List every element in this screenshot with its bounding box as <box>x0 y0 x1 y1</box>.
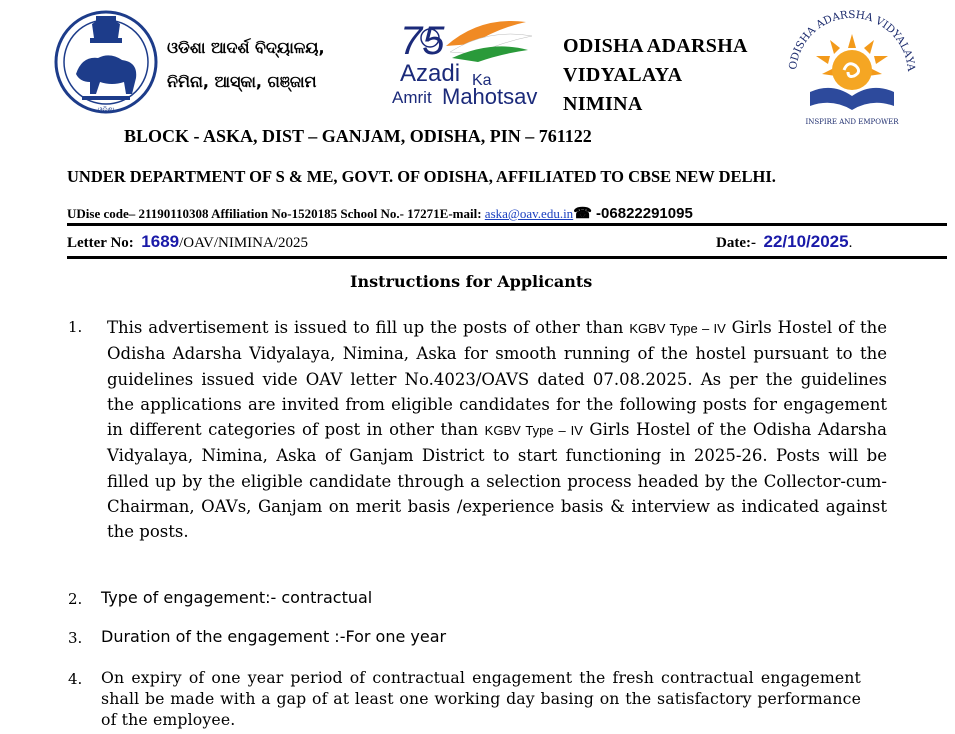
azadi-ka-amrit-mahotsav-logo <box>392 10 562 110</box>
item-2-text: Type of engagement:- contractual <box>101 588 373 607</box>
letter-no-value: 1689 <box>141 232 180 251</box>
school-name-english <box>563 32 748 119</box>
school-name-line2: VIDYALAYA <box>563 64 683 86</box>
odia-school-name-line2: ନିମିନା, ଆସ୍କା, ଗଞ୍ଜାମ <box>167 72 317 91</box>
letter-date <box>716 232 852 252</box>
item-4-number: 4. <box>68 670 83 688</box>
item-1-number: 1. <box>68 318 83 336</box>
udise-contact-line <box>67 204 693 222</box>
oav-inspire-and-empower-logo <box>782 8 922 130</box>
header-divider-bottom <box>67 256 947 259</box>
phone-number: -06822291095 <box>591 205 693 222</box>
item-1-part1: This advertisement is issued to fill up the posts of other than <box>107 318 630 337</box>
logo-azadi-text: Azadi <box>400 60 461 87</box>
date-dot: . <box>848 235 853 251</box>
letter-no-suffix: /OAV/NIMINA/2025 <box>179 235 309 251</box>
odisha-emblem-logo <box>52 2 160 134</box>
item-1-kgbv-1: KGBV Type – IV <box>629 321 726 336</box>
school-name-line1: ODISHA ADARSHA <box>563 35 748 57</box>
letter-no-label: Letter No: <box>67 235 134 251</box>
udise-text: UDise code– 21190110308 Affiliation No-1520185 School No.- 17271E-mail: <box>67 206 485 221</box>
logo-75-number: 75 <box>400 19 445 63</box>
item-1-kgbv-2: KGBV Type – IV <box>484 423 583 439</box>
department-affiliation-line: UNDER DEPARTMENT OF S & ME, GOVT. OF ODISHA, AFFILIATED TO CBSE NEW DELHI. <box>67 167 776 186</box>
email-link[interactable]: aska@oav.edu.in <box>484 206 574 221</box>
item-4-text: On expiry of one year period of contractual engagement the fresh contractual engagement shall be made with a gap of at least one working day basing on the satisfactory performance of the employee. <box>101 668 861 729</box>
header-divider-top <box>67 223 947 226</box>
svg-text:INSPIRE AND EMPOWER: INSPIRE AND EMPOWER <box>805 118 899 126</box>
item-1-text <box>107 315 887 545</box>
svg-text:ଓଡ଼ିଶା: ଓଡ଼ିଶା <box>97 106 115 114</box>
letter-number <box>67 232 308 252</box>
address-block-line: BLOCK - ASKA, DIST – GANJAM, ODISHA, PIN – 761122 <box>124 126 592 146</box>
school-name-line3: NIMINA <box>563 93 643 115</box>
odia-school-name-line1: ଓଡିଶା ଆଦର୍ଶ ବିଦ୍ୟାଳୟ, <box>167 38 325 57</box>
item-3-number: 3. <box>68 629 83 647</box>
date-label: Date:- <box>716 235 756 251</box>
phone-icon: ☎ <box>573 205 592 222</box>
item-1-part3: Girls Hostel of the Odisha Adarsha Vidyalaya, Nimina, Aska of Ganjam District to start functioning in 2025-26. Posts will be filled up by the eligible candidate through a selection process headed by the Collector-cum-Chairman, OAVs, Ganjam on merit basis /experience basis & interview as indicated against the posts. <box>107 420 887 542</box>
date-value: 22/10/2025 <box>763 232 849 251</box>
page-title: Instructions for Applicants <box>350 272 593 291</box>
svg-text:ODISHA ADARSHA VIDYALAYA: ODISHA ADARSHA VIDYALAYA <box>787 8 918 72</box>
item-3-text: Duration of the engagement :-For one year <box>101 627 447 646</box>
logo-mahotsav-text: Mahotsav <box>442 84 538 109</box>
logo-ka-text: Ka <box>472 72 492 89</box>
item-1-part2: Girls Hostel of the Odisha Adarsha Vidyalaya, Nimina, Aska for smooth running of the hostel pursuant to the guidelines issued vide OAV letter No.4023/OAVS dated 07.08.2025. As per the guidelines the applications are invited from eligible candidates for the following posts for engagement in different categories of post in other than <box>107 318 887 440</box>
logo-amrit-text: Amrit <box>392 88 432 107</box>
item-2-number: 2. <box>68 590 83 608</box>
